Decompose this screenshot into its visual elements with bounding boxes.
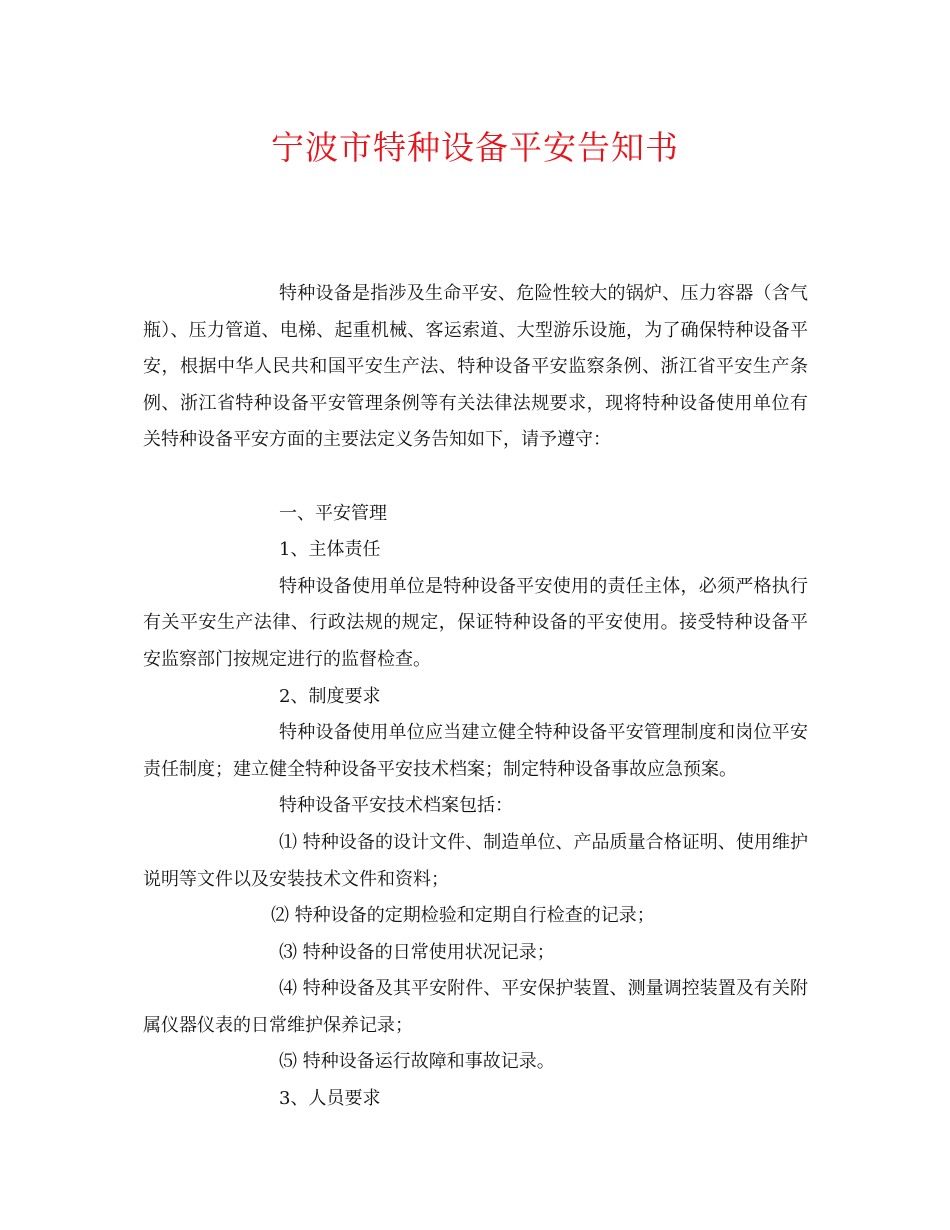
paragraph-gap	[143, 459, 808, 496]
main-responsibility-text: 特种设备使用单位是特种设备平安使用的责任主体，必须严格执行有关平安生产法律、行政法规的规定，保证特种设备的平安使用。接受特种设备平安监察部门按规定进行的监督检查。	[143, 575, 808, 670]
archive-item-5: ⑸ 特种设备运行故障和事故记录。	[279, 1051, 555, 1073]
archive-intro: 特种设备平安技术档案包括：	[279, 795, 513, 817]
subheading-system-requirements: 2、制度要求	[279, 685, 381, 707]
subheading-main-responsibility: 1、主体责任	[279, 539, 381, 561]
section-heading-management: 一、平安管理	[279, 502, 387, 524]
archive-item-2: ⑵ 特种设备的定期检验和定期自行检查的记录；	[271, 905, 655, 927]
archive-item-4: ⑷ 特种设备及其平安附件、平安保护装置、测量调控装置及有关附属仪器仪表的日常维护保养记录；	[143, 978, 808, 1036]
document-body	[143, 276, 808, 1118]
subheading-personnel-requirements: 3、人员要求	[279, 1088, 381, 1110]
archive-item-1: ⑴ 特种设备的设计文件、制造单位、产品质量合格证明、使用维护说明等文件以及安装技术文件和资料；	[143, 831, 808, 890]
document-title: 宁波市特种设备平安告知书	[271, 128, 679, 167]
intro-paragraph: 特种设备是指涉及生命平安、危险性较大的锅炉、压力容器（含气瓶）、压力管道、电梯、起重机械、客运索道、大型游乐设施，为了确保特种设备平安，根据中华人民共和国平安生产法、特种设备平安监察条例、浙江省平安生产条例、浙江省特种设备平安管理条例等有关法律法规要求，现将特种设备使用单位有关特种设备平安方面的主要法定义务告知如下，请予遵守：	[143, 283, 808, 451]
archive-item-3: ⑶ 特种设备的日常使用状况记录；	[279, 941, 555, 963]
system-requirements-text: 特种设备使用单位应当建立健全特种设备平安管理制度和岗位平安责任制度；建立健全特种设备平安技术档案；制定特种设备事故应急预案。	[143, 722, 808, 780]
